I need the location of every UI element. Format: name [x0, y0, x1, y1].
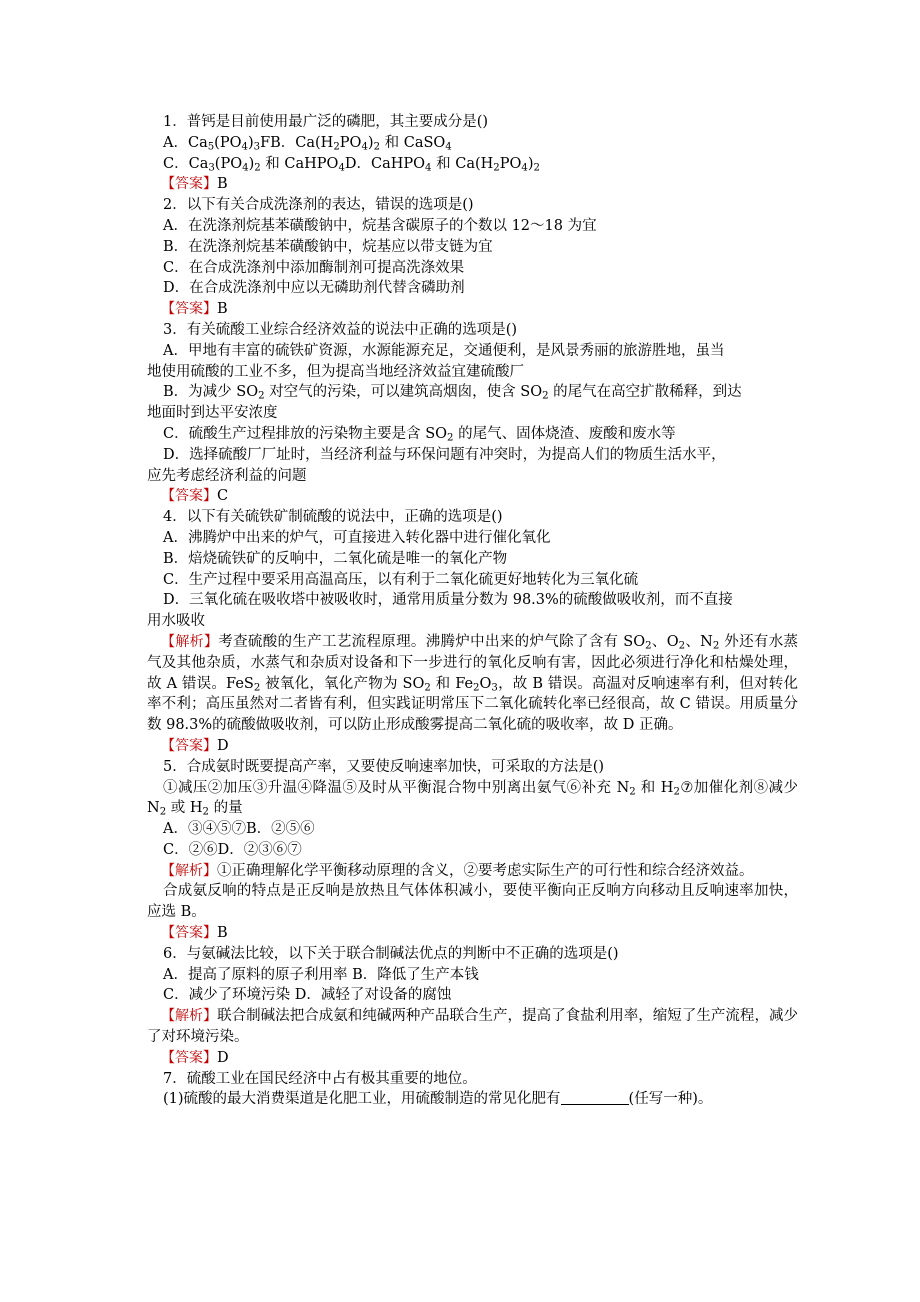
q1-answer: 【答案】B	[161, 176, 228, 193]
q1-options-ab: A．$Ca_5(PO_4)_3FB$．$Ca(H_2PO_4)_2$ 和 CaSO$_4$	[163, 134, 452, 153]
answer-tag: 【答案】	[161, 925, 217, 942]
q3-option-d-cont: 应先考虑经济利益的问题	[147, 467, 307, 484]
q4-option-c: C．生产过程中要采用高温高压，以有利于二氧化硫更好地转化为三氧化硫	[163, 571, 639, 588]
q5-options-cd: C．②⑥D．②③⑥⑦	[163, 841, 302, 858]
answer-tag: 【答案】	[161, 301, 217, 318]
q5-choices: ①减压②加压③升温④降温⑤及时从平衡混合物中别离出氨气⑥补充 $N_2$ 和 $H_2⑦$加催化剂⑧减少 $N_2$ 或 $H_2$ 的量	[147, 779, 798, 818]
q4-answer: 【答案】D	[161, 737, 229, 754]
q5-explanation: 【解析】①正确理解化学平衡移动原理的含义，②要考虑实际生产的可行性和综合经济效益。	[161, 862, 754, 879]
q3-option-c: C．硫酸生产过程排放的污染物主要是含 $SO_2$ 的尾气、固体烧渣、废酸和废水等	[163, 425, 676, 444]
q6-stem: 6．与氨碱法比较，以下关于联合制碱法优点的判断中不正确的选项是()	[163, 945, 619, 962]
answer-tag: 【答案】	[161, 1049, 217, 1066]
q4-option-a: A．沸腾炉中出来的炉气，可直接进入转化器中进行催化氧化	[163, 529, 551, 546]
q3-option-b: B．为减少 $SO_2$ 对空气的污染，可以建筑高烟囱，使含 $SO_2$ 的尾气在高空扩散稀释，到达	[163, 384, 742, 402]
q1-stem: 1．普钙是目前使用最广泛的磷肥，其主要成分是()	[163, 114, 489, 130]
q4-stem: 4．以下有关硫铁矿制硫酸的说法中，正确的选项是()	[163, 509, 503, 526]
document-body	[147, 112, 799, 1110]
q2-stem: 2．以下有关合成洗涤剂的表达，错误的选项是()	[163, 197, 474, 214]
q2-option-a: A．在洗涤剂烷基苯磺酸钠中，烷基含碳原子的个数以 12～18 为宜	[163, 217, 597, 234]
q7-sub1: (1)硫酸的最大消费渠道是化肥工业，用硫酸制造的常见化肥有 (任写一种)。	[163, 1091, 713, 1108]
q2-answer: 【答案】B	[161, 301, 228, 318]
q2-option-b: B．在洗涤剂烷基苯磺酸钠中，烷基应以带支链为宜	[163, 238, 493, 255]
answer-tag: 【答案】	[161, 488, 217, 505]
q6-answer: 【答案】D	[161, 1049, 229, 1066]
q3-option-b-cont: 地面时到达平安浓度	[147, 405, 278, 422]
q4-option-d: D．三氧化硫在吸收塔中被吸收时，通常用质量分数为 98.3%的硫酸做吸收剂，而不直接	[163, 592, 733, 609]
explain-tag: 【解析】	[161, 862, 217, 879]
q3-option-a-cont: 地使用硫酸的工业不多，但为提高当地经济效益宜建硫酸厂	[147, 363, 524, 380]
q3-answer: 【答案】C	[161, 488, 229, 505]
q7-stem: 7．硫酸工业在国民经济中占有极其重要的地位。	[163, 1070, 477, 1087]
q5-options-ab: A．③④⑤⑦B．②⑤⑥	[163, 821, 315, 838]
q5-explanation-2: 合成氨反响的特点是正反响是放热且气体体积减小，要使平衡向正反响方向移动且反响速率加快，应选 B。	[147, 883, 798, 921]
q4-option-d-cont: 用水吸收	[147, 613, 205, 630]
q5-answer: 【答案】B	[161, 925, 228, 942]
explain-tag: 【解析】	[161, 633, 219, 650]
q1-options-cd: C．$Ca_3(PO_4)_2$ 和 CaHPO$_4$D．CaHPO$_4$ 和 $Ca(H_2PO_4)_2$	[163, 155, 540, 174]
q2-option-d: D．在合成洗涤剂中应以无磷助剂代替含磷助剂	[163, 280, 465, 297]
q4-option-b: B．焙烧硫铁矿的反响中，二氧化硫是唯一的氧化产物	[163, 550, 508, 567]
answer-tag: 【答案】	[161, 176, 217, 193]
explain-tag: 【解析】	[161, 1008, 218, 1025]
q6-options-cd: C．减少了环境污染 D．减轻了对设备的腐蚀	[163, 987, 452, 1004]
q3-option-d: D．选择硫酸厂厂址时，当经济利益与环保问题有冲突时，为提高人们的物质生活水平，	[163, 446, 726, 463]
q2-option-c: C．在合成洗涤剂中添加酶制剂可提高洗涤效果	[163, 259, 465, 276]
q3-option-a: A．甲地有丰富的硫铁矿资源，水源能源充足，交通便利，是风景秀丽的旅游胜地，虽当	[163, 342, 725, 359]
q6-explanation: 【解析】联合制碱法把合成氨和纯碱两种产品联合生产，提高了食盐利用率，缩短了生产流程，减少了对环境污染。	[147, 1008, 798, 1046]
answer-blank[interactable]	[561, 1090, 629, 1105]
q6-options-ab: A．提高了原料的原子利用率 B．降低了生产本钱	[163, 966, 479, 983]
q3-stem: 3．有关硫酸工业综合经济效益的说法中正确的选项是()	[163, 321, 518, 338]
q5-stem: 5．合成氨时既要提高产率，又要使反响速率加快，可采取的方法是()	[163, 758, 605, 775]
q4-explanation: 【解析】考查硫酸的生产工艺流程原理。沸腾炉中出来的炉气除了含有 $SO_2$、$O_2$、$N_2$ 外还有水蒸气及其他杂质，水蒸气和杂质对设备和下一步进行的氧化反响有害，因此必须进行净化和枯燥处理，故 A 错误。FeS$_2$ 被氧化，氧化产物为 $SO_2$ 和 $Fe_2O_3$，故 B 错误。高温对反响速率有利，但对转化率不利；高压虽然对二者皆有利，但实践证明常压下二氧化硫转化率已经很高，故 C 错误。用质量分数 98.3%的硫酸做吸收剂，可以防止形成酸雾提高二氧化硫的吸收率，故 D 正确。	[147, 633, 799, 734]
answer-tag: 【答案】	[161, 737, 217, 754]
